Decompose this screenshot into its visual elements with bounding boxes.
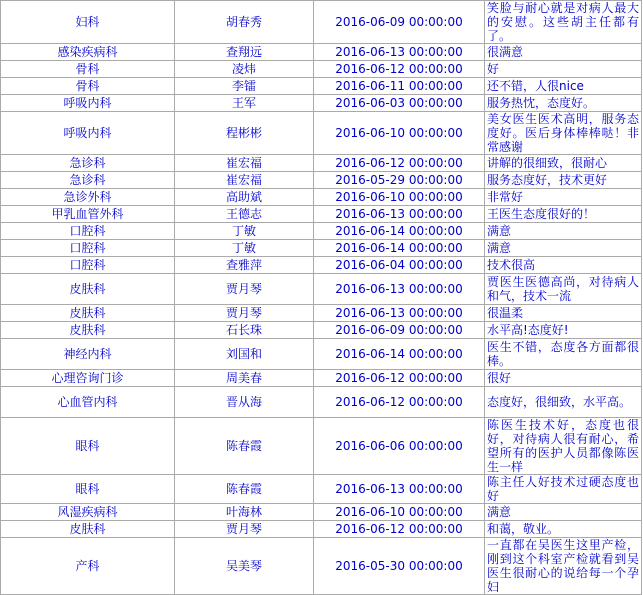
date-cell: 2016-06-12 00:00:00 [314,61,485,78]
table-row [1,44,642,61]
table-row [1,305,642,322]
comment-cell: 服务热忱，态度好。 [485,95,642,112]
comment-cell: 非常好 [485,189,642,206]
doctor-cell: 贾月琴 [175,305,314,322]
date-cell: 2016-06-06 00:00:00 [314,418,485,475]
department-cell: 口腔科 [1,240,175,257]
date-cell: 2016-06-13 00:00:00 [314,206,485,223]
doctor-cell: 石长珠 [175,322,314,339]
comment-cell: 美女医生医术高明，服务态度好。医后身体棒棒哒！非常感谢 [485,112,642,155]
table-row [1,61,642,78]
table-row [1,112,642,155]
department-cell: 急诊外科 [1,189,175,206]
doctor-cell: 陈春霞 [175,418,314,475]
comment-cell: 态度好，很细致，水平高。 [485,387,642,418]
comment-cell: 水平高!态度好! [485,322,642,339]
comment-cell: 满意 [485,240,642,257]
table-row [1,78,642,95]
table-row [1,521,642,538]
doctor-cell: 王德志 [175,206,314,223]
comment-cell: 陈医生技术好，态度也很好，对待病人很有耐心，希望所有的医护人员都像陈医生一样 [485,418,642,475]
department-cell: 骨科 [1,61,175,78]
comment-cell: 王医生态度很好的！ [485,206,642,223]
date-cell: 2016-06-13 00:00:00 [314,274,485,305]
department-cell: 心血管内科 [1,387,175,418]
date-cell: 2016-06-13 00:00:00 [314,44,485,61]
department-cell: 口腔科 [1,223,175,240]
date-cell: 2016-06-14 00:00:00 [314,223,485,240]
date-cell: 2016-05-29 00:00:00 [314,172,485,189]
table-row [1,257,642,274]
date-cell: 2016-06-13 00:00:00 [314,475,485,504]
department-cell: 产科 [1,538,175,595]
doctor-cell: 李镭 [175,78,314,95]
table-row [1,339,642,370]
doctor-cell: 王军 [175,95,314,112]
comment-cell: 很温柔 [485,305,642,322]
date-cell: 2016-06-12 00:00:00 [314,155,485,172]
department-cell: 口腔科 [1,257,175,274]
doctor-cell: 高助斌 [175,189,314,206]
doctor-cell: 刘国和 [175,339,314,370]
doctor-cell: 崔宏福 [175,155,314,172]
date-cell: 2016-06-10 00:00:00 [314,112,485,155]
table-row [1,538,642,595]
department-cell: 急诊科 [1,155,175,172]
doctor-cell: 崔宏福 [175,172,314,189]
table-row [1,475,642,504]
doctor-cell: 周美春 [175,370,314,387]
department-cell: 妇科 [1,1,175,44]
comment-cell: 服务态度好，技术更好 [485,172,642,189]
date-cell: 2016-06-11 00:00:00 [314,78,485,95]
doctor-cell: 胡春秀 [175,1,314,44]
comment-cell: 很满意 [485,44,642,61]
comment-cell: 满意 [485,504,642,521]
comment-cell: 笑脸与耐心就是对病人最大的安慰。这些胡主任都有了。 [485,1,642,44]
doctor-cell: 贾月琴 [175,274,314,305]
comment-cell: 一直都在吴医生这里产检，刚到这个科室产检就看到吴医生很耐心的说给每一个孕妇 [485,538,642,595]
comment-cell: 还不错，人很nice [485,78,642,95]
doctor-cell: 陈春霞 [175,475,314,504]
table-row [1,1,642,44]
doctor-cell: 晋从海 [175,387,314,418]
department-cell: 甲乳血管外科 [1,206,175,223]
department-cell: 急诊科 [1,172,175,189]
table-row [1,240,642,257]
department-cell: 眼科 [1,418,175,475]
doctor-cell: 凌炜 [175,61,314,78]
comment-cell: 技术很高 [485,257,642,274]
table-row [1,504,642,521]
comment-cell: 好 [485,61,642,78]
department-cell: 呼吸内科 [1,95,175,112]
table-row [1,172,642,189]
date-cell: 2016-06-12 00:00:00 [314,521,485,538]
comment-cell: 医生不错，态度各方面都很棒。 [485,339,642,370]
doctor-cell: 查翔远 [175,44,314,61]
date-cell: 2016-06-04 00:00:00 [314,257,485,274]
department-cell: 皮肤科 [1,274,175,305]
comment-cell: 满意 [485,223,642,240]
doctor-cell: 丁敏 [175,223,314,240]
table-row [1,189,642,206]
department-cell: 感染疾病科 [1,44,175,61]
doctor-cell: 查雅萍 [175,257,314,274]
doctor-cell: 吴美琴 [175,538,314,595]
date-cell: 2016-06-03 00:00:00 [314,95,485,112]
table-row [1,155,642,172]
comment-cell: 很好 [485,370,642,387]
department-cell: 皮肤科 [1,305,175,322]
date-cell: 2016-06-14 00:00:00 [314,339,485,370]
date-cell: 2016-06-09 00:00:00 [314,1,485,44]
table-row [1,418,642,475]
date-cell: 2016-06-13 00:00:00 [314,305,485,322]
department-cell: 皮肤科 [1,521,175,538]
table-row [1,95,642,112]
date-cell: 2016-06-09 00:00:00 [314,322,485,339]
table-row [1,322,642,339]
department-cell: 骨科 [1,78,175,95]
date-cell: 2016-06-12 00:00:00 [314,387,485,418]
doctor-cell: 贾月琴 [175,521,314,538]
date-cell: 2016-06-10 00:00:00 [314,189,485,206]
department-cell: 风湿疾病科 [1,504,175,521]
department-cell: 皮肤科 [1,322,175,339]
table-row [1,206,642,223]
comment-cell: 讲解的很细致，很耐心 [485,155,642,172]
doctor-cell: 程彬彬 [175,112,314,155]
department-cell: 眼科 [1,475,175,504]
review-table-body [1,1,642,595]
date-cell: 2016-06-10 00:00:00 [314,504,485,521]
department-cell: 神经内科 [1,339,175,370]
comment-cell: 陈主任人好技术过硬态度也好 [485,475,642,504]
date-cell: 2016-06-14 00:00:00 [314,240,485,257]
table-row [1,274,642,305]
date-cell: 2016-05-30 00:00:00 [314,538,485,595]
table-row [1,223,642,240]
doctor-cell: 叶海林 [175,504,314,521]
table-row [1,370,642,387]
table-row [1,387,642,418]
date-cell: 2016-06-12 00:00:00 [314,370,485,387]
department-cell: 呼吸内科 [1,112,175,155]
doctor-cell: 丁敏 [175,240,314,257]
department-cell: 心理咨询门诊 [1,370,175,387]
comment-cell: 和蔼，敬业。 [485,521,642,538]
comment-cell: 贾医生医德高尚，对待病人和气，技术一流 [485,274,642,305]
